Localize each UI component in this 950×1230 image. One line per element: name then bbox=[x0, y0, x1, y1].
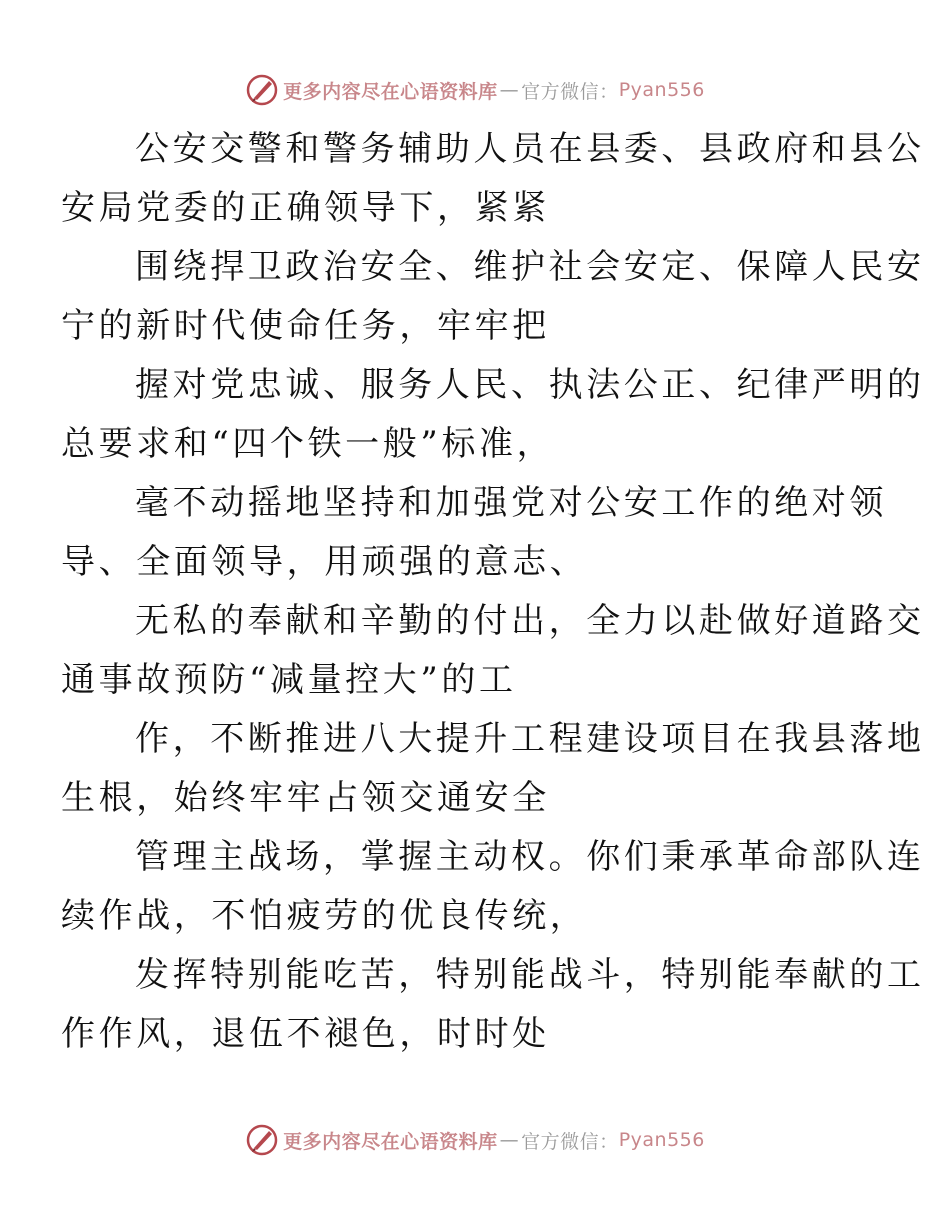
paragraph bbox=[61, 356, 925, 474]
paragraph-line: 导、全面领导，用顽强的意志、 bbox=[61, 542, 588, 582]
paragraph bbox=[61, 238, 925, 356]
paragraph bbox=[61, 710, 925, 828]
paragraph-line: 围绕捍卫政治安全、维护社会安定、保障人民安 bbox=[135, 247, 925, 287]
paragraph-line: 总要求和“四个铁一般”标准， bbox=[61, 424, 555, 464]
paragraph-line: 安局党委的正确领导下，紧紧 bbox=[61, 188, 550, 228]
paragraph-line: 无私的奉献和辛勤的付出，全力以赴做好道路交 bbox=[135, 601, 925, 641]
paragraph-line: 通事故预防“减量控大”的工 bbox=[61, 660, 517, 700]
paragraph-line: 公安交警和警务辅助人员在县委、县政府和县公 bbox=[135, 129, 925, 169]
paragraph-line: 管理主战场，掌握主动权。你们秉承革命部队连 bbox=[135, 837, 925, 877]
paragraph bbox=[61, 946, 925, 1064]
header-watermark bbox=[0, 70, 950, 110]
paragraph bbox=[61, 828, 925, 946]
paragraph-line: 毫不动摇地坚持和加强党对公安工作的绝对领 bbox=[135, 483, 887, 523]
paragraph-line: 发挥特别能吃苦，特别能战斗，特别能奉献的工 bbox=[135, 955, 925, 995]
quill-logo-icon bbox=[245, 73, 279, 107]
document-body bbox=[61, 120, 925, 1064]
paragraph bbox=[61, 474, 887, 592]
watermark-dash: — bbox=[499, 1129, 520, 1151]
footer-watermark bbox=[0, 1120, 950, 1160]
watermark-site-text: 更多内容尽在心语资料库 bbox=[283, 80, 498, 103]
paragraph-line: 续作战，不怕疲劳的优良传统， bbox=[61, 896, 588, 936]
watermark-id: Pyan556 bbox=[618, 1129, 705, 1151]
paragraph-line: 作，不断推进八大提升工程建设项目在我县落地 bbox=[135, 719, 925, 759]
paragraph-line: 作作风，退伍不褪色，时时处 bbox=[61, 1014, 550, 1054]
watermark-site-text: 更多内容尽在心语资料库 bbox=[283, 1130, 498, 1153]
watermark-dash: — bbox=[499, 79, 520, 101]
paragraph bbox=[61, 592, 925, 710]
paragraph-line: 握对党忠诚、服务人民、执法公正、纪律严明的 bbox=[135, 365, 925, 405]
watermark-label: 官方微信： bbox=[521, 80, 619, 103]
quill-logo-icon bbox=[245, 1123, 279, 1157]
paragraph bbox=[61, 120, 925, 238]
watermark-label: 官方微信： bbox=[521, 1130, 619, 1153]
paragraph-line: 生根，始终牢牢占领交通安全 bbox=[61, 778, 550, 818]
watermark-id: Pyan556 bbox=[618, 79, 705, 101]
paragraph-line: 宁的新时代使命任务，牢牢把 bbox=[61, 306, 550, 346]
